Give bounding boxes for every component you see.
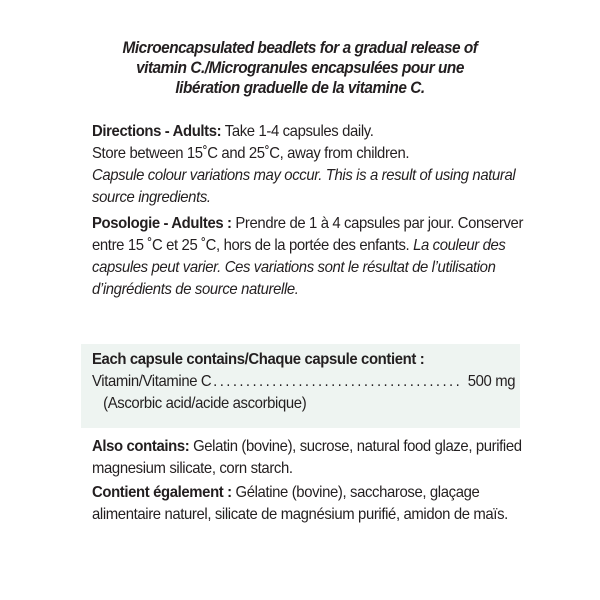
also-contains-label: Also contains:: [92, 438, 190, 455]
headline-line-3: libération graduelle de la vitamine C.: [175, 79, 425, 97]
contient-egalement-section: [92, 482, 532, 526]
contient-egalement-text: Gélatine (bovine), saccharose, glaçage alimentaire naturel, silicate de magnésium purifié, amidon de maïs.: [92, 484, 508, 523]
supplement-facts-panel: [81, 344, 520, 428]
nutrient-row: [92, 371, 515, 393]
directions-label: Directions - Adults:: [92, 123, 222, 140]
product-headline: [86, 38, 514, 98]
directions-storage: Store between 15˚C and 25˚C, away from children.: [92, 145, 410, 162]
nutrient-source: (Ascorbic acid/acide ascorbique): [103, 395, 307, 412]
posologie-label: Posologie - Adultes :: [92, 215, 232, 232]
headline-line-2: vitamin C./Microgranules encapsulées pour une: [136, 59, 464, 77]
directions-section: [92, 121, 532, 209]
leader-dots: ......................................: [213, 373, 463, 390]
directions-note: Capsule colour variations may occur. This is a result of using natural source ingredients.: [92, 167, 516, 206]
posologie-section: [92, 213, 532, 301]
nutrient-name: Vitamin/Vitamine C: [92, 373, 212, 390]
contient-egalement-label: Contient également :: [92, 484, 232, 501]
posologie-text: Prendre de 1 à 4 capsules par jour. Conserver entre 15 ˚C et 25 ˚C, hors de la portée des enfants.: [92, 215, 524, 254]
also-contains-text: Gelatin (bovine), sucrose, natural food glaze, purified magnesium silicate, corn starch.: [92, 438, 522, 477]
also-contains-section: [92, 436, 532, 480]
nutrient-amount: 500 mg: [467, 373, 516, 390]
headline-line-1: Microencapsulated beadlets for a gradual release of: [122, 39, 478, 57]
posologie-note: La couleur des capsules peut varier. Ces variations sont le résultat de l’utilisation d’ingrédients de source naturelle.: [92, 237, 506, 298]
supplement-facts-title: Each capsule contains/Chaque capsule contient :: [92, 351, 425, 368]
directions-dose: Take 1-4 capsules daily.: [221, 123, 374, 140]
